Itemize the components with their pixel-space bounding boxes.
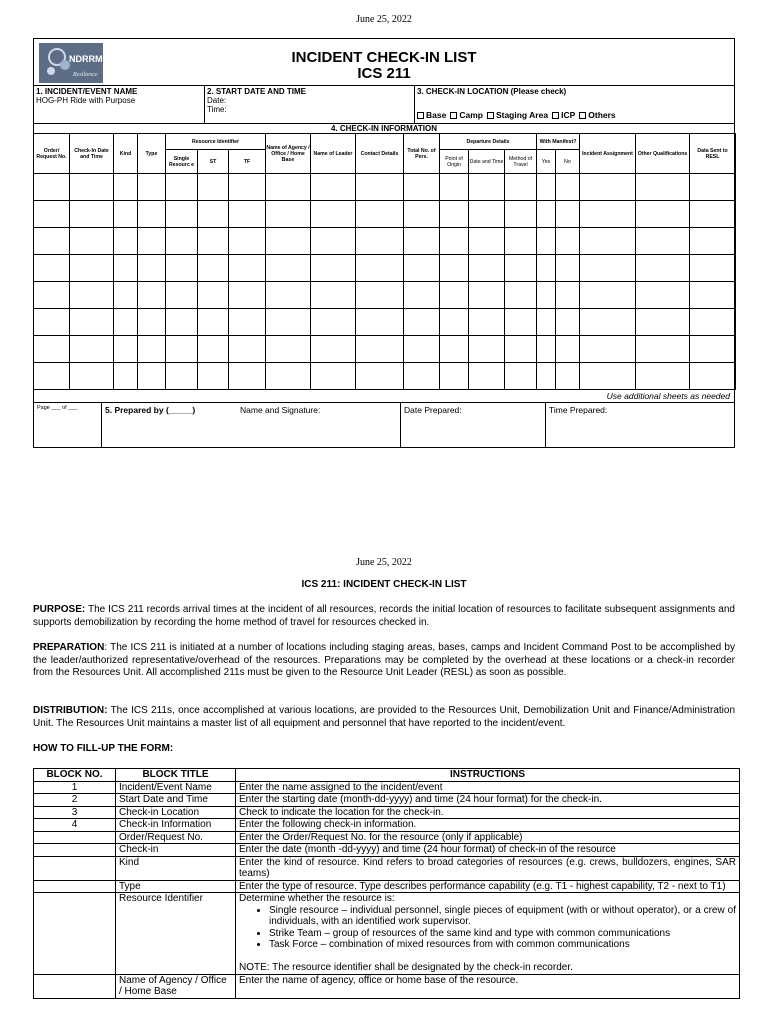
col-method: Method of Travel xyxy=(505,150,537,174)
table-cell[interactable] xyxy=(404,363,440,390)
table-cell[interactable] xyxy=(505,255,537,282)
logo-text: NDRRMC xyxy=(69,54,109,64)
table-cell[interactable] xyxy=(580,174,636,201)
table-cell[interactable] xyxy=(440,201,469,228)
instr-text: Enter the following check-in information. xyxy=(236,819,740,832)
table-row xyxy=(34,363,736,390)
table-cell[interactable] xyxy=(469,255,505,282)
location-icp-checkbox[interactable]: ICP xyxy=(552,111,575,120)
table-cell[interactable] xyxy=(114,228,138,255)
table-cell[interactable] xyxy=(537,336,556,363)
table-cell[interactable] xyxy=(404,228,440,255)
table-cell[interactable] xyxy=(266,201,311,228)
table-cell[interactable] xyxy=(266,336,311,363)
instr-block-title: Check-in Location xyxy=(116,806,236,819)
table-cell[interactable] xyxy=(70,174,114,201)
table-cell[interactable] xyxy=(138,282,166,309)
table-cell[interactable] xyxy=(469,363,505,390)
table-cell[interactable] xyxy=(70,282,114,309)
instructions-table xyxy=(33,768,740,999)
instr-header-title: BLOCK TITLE xyxy=(116,769,236,782)
table-cell[interactable] xyxy=(311,336,356,363)
instr-row xyxy=(34,806,740,819)
table-cell[interactable] xyxy=(690,228,736,255)
table-cell[interactable] xyxy=(229,282,266,309)
table-cell[interactable] xyxy=(505,174,537,201)
page2-date: June 25, 2022 xyxy=(356,557,412,568)
table-row xyxy=(34,228,736,255)
table-cell[interactable] xyxy=(311,363,356,390)
col-type: Type xyxy=(138,134,166,174)
checkin-table xyxy=(33,133,736,390)
location-camp-checkbox[interactable]: Camp xyxy=(450,111,483,120)
form-footer xyxy=(34,403,734,447)
table-cell[interactable] xyxy=(166,201,198,228)
table-cell[interactable] xyxy=(404,336,440,363)
table-cell[interactable] xyxy=(266,309,311,336)
table-cell[interactable] xyxy=(580,201,636,228)
table-cell[interactable] xyxy=(690,201,736,228)
table-cell[interactable] xyxy=(636,282,690,309)
table-cell[interactable] xyxy=(198,201,229,228)
table-cell[interactable] xyxy=(114,363,138,390)
form-row1 xyxy=(34,86,734,124)
table-cell[interactable] xyxy=(166,309,198,336)
instr-block-no: 3 xyxy=(34,806,116,819)
table-cell[interactable] xyxy=(266,228,311,255)
instr-text: Enter the starting date (month-dd-yyyy) and time (24 hour format) for the check-in. xyxy=(236,794,740,807)
start-time-field[interactable]: Time: xyxy=(207,105,227,114)
table-cell[interactable] xyxy=(70,201,114,228)
table-cell[interactable] xyxy=(229,201,266,228)
table-cell[interactable] xyxy=(138,228,166,255)
instr-text: Enter the name assigned to the incident/event xyxy=(236,781,740,794)
table-cell[interactable] xyxy=(556,282,580,309)
table-cell[interactable] xyxy=(469,336,505,363)
col-order: Order/ Request No. xyxy=(34,134,70,174)
table-cell[interactable] xyxy=(311,282,356,309)
table-cell[interactable] xyxy=(440,174,469,201)
instr-block-no: 2 xyxy=(34,794,116,807)
agency-title: Name of Agency / Office / Home Base xyxy=(116,974,236,998)
table-cell[interactable] xyxy=(505,201,537,228)
instr-block-title: Start Date and Time xyxy=(116,794,236,807)
distribution-paragraph: DISTRIBUTION: The ICS 211s, once accomplished at various locations, are provided to the Resources Unit, Demobilization Unit and Finance/Administration Unit. The Resources Unit maintains a master list of all equipment and personnel that have reported to the incident/event. xyxy=(33,705,735,729)
table-cell[interactable] xyxy=(198,255,229,282)
instr-block-no xyxy=(34,880,116,893)
table-cell[interactable] xyxy=(198,363,229,390)
form-title: INCIDENT CHECK-IN LIST ICS 211 xyxy=(291,49,477,82)
table-cell[interactable] xyxy=(198,309,229,336)
table-cell[interactable] xyxy=(440,336,469,363)
col-yes: Yes xyxy=(537,150,556,174)
table-cell[interactable] xyxy=(356,363,404,390)
table-cell[interactable] xyxy=(198,174,229,201)
table-cell[interactable] xyxy=(636,336,690,363)
table-cell[interactable] xyxy=(114,174,138,201)
date-prepared-field[interactable]: Date Prepared: xyxy=(401,403,546,447)
table-cell[interactable] xyxy=(138,255,166,282)
col-total: Total No. of Pers. xyxy=(404,134,440,174)
col-no: No xyxy=(556,150,580,174)
table-cell[interactable] xyxy=(580,336,636,363)
table-cell[interactable] xyxy=(311,309,356,336)
col-departure: Departure Details xyxy=(440,134,537,150)
table-cell[interactable] xyxy=(229,228,266,255)
bullet-strike: • Strike Team – group of resources of the same kind and type with common communications xyxy=(269,928,736,940)
name-signature-field[interactable]: Name and Signature: xyxy=(237,403,401,447)
table-cell[interactable] xyxy=(469,201,505,228)
table-cell[interactable] xyxy=(404,174,440,201)
instr-block-no xyxy=(34,831,116,844)
instr-row xyxy=(34,880,740,893)
table-cell[interactable] xyxy=(636,255,690,282)
table-cell[interactable] xyxy=(469,228,505,255)
table-cell[interactable] xyxy=(505,309,537,336)
table-cell[interactable] xyxy=(138,336,166,363)
table-cell[interactable] xyxy=(34,201,70,228)
ics211-form xyxy=(33,38,735,448)
table-cell[interactable] xyxy=(114,201,138,228)
col-agency: Name of Agency / Office / Home Base xyxy=(266,134,311,174)
table-cell[interactable] xyxy=(34,174,70,201)
time-prepared-field[interactable]: Time Prepared: xyxy=(549,405,608,415)
table-cell[interactable] xyxy=(580,255,636,282)
table-cell[interactable] xyxy=(198,228,229,255)
instr-block-title: Check-in Information xyxy=(116,819,236,832)
block2: 2. START DATE AND TIME Date: Time: xyxy=(205,86,415,123)
instr-header-no: BLOCK NO. xyxy=(34,769,116,782)
location-options xyxy=(417,111,732,120)
instr-header-instructions: INSTRUCTIONS xyxy=(236,769,740,782)
col-date-time: Date and Time xyxy=(469,150,505,174)
table-cell[interactable] xyxy=(70,255,114,282)
page-of: Page ___ of ___ xyxy=(34,403,102,447)
table-cell[interactable] xyxy=(556,174,580,201)
table-cell[interactable] xyxy=(266,282,311,309)
block3: 3. CHECK-IN LOCATION (Please check) Base Camp Staging Area ICP Others xyxy=(415,86,734,123)
instr-block-title: Incident/Event Name xyxy=(116,781,236,794)
howto-heading: HOW TO FILL-UP THE FORM: xyxy=(33,743,174,754)
table-row xyxy=(34,309,736,336)
col-checkin: Check-In Date and Time xyxy=(70,134,114,174)
table-cell[interactable] xyxy=(266,174,311,201)
instr-row xyxy=(34,819,740,832)
table-row xyxy=(34,174,736,201)
table-cell[interactable] xyxy=(580,309,636,336)
table-cell[interactable] xyxy=(469,309,505,336)
table-cell[interactable] xyxy=(198,336,229,363)
instr-text: Enter the type of resource. Type describes performance capability (e.g. T1 - highest capability, T2 - next to T1) xyxy=(236,880,740,893)
table-cell[interactable] xyxy=(537,282,556,309)
table-cell[interactable] xyxy=(138,363,166,390)
location-base-checkbox[interactable]: Base xyxy=(417,111,446,120)
table-cell[interactable] xyxy=(166,336,198,363)
col-resl: Data Sent to RESL xyxy=(690,134,736,174)
table-cell[interactable] xyxy=(70,336,114,363)
table-row xyxy=(34,201,736,228)
table-cell[interactable] xyxy=(356,201,404,228)
table-cell[interactable] xyxy=(138,201,166,228)
table-cell[interactable] xyxy=(34,282,70,309)
table-cell[interactable] xyxy=(70,363,114,390)
page2-title: ICS 211: INCIDENT CHECK-IN LIST xyxy=(301,579,467,590)
table-cell[interactable] xyxy=(356,282,404,309)
table-cell[interactable] xyxy=(404,255,440,282)
table-cell[interactable] xyxy=(636,309,690,336)
table-cell[interactable] xyxy=(311,201,356,228)
table-cell[interactable] xyxy=(311,174,356,201)
table-cell[interactable] xyxy=(198,282,229,309)
table-cell[interactable] xyxy=(537,309,556,336)
table-cell[interactable] xyxy=(229,336,266,363)
resource-bullets xyxy=(239,905,736,951)
table-cell[interactable] xyxy=(537,228,556,255)
table-cell[interactable] xyxy=(440,282,469,309)
table-cell[interactable] xyxy=(690,363,736,390)
table-cell[interactable] xyxy=(537,174,556,201)
instr-row xyxy=(34,781,740,794)
table-cell[interactable] xyxy=(166,228,198,255)
table-cell[interactable] xyxy=(404,309,440,336)
prepared-by: 5. Prepared by (_____) xyxy=(105,405,196,415)
purpose-paragraph: PURPOSE: The ICS 211 records arrival times at the incident of all resources, records the initial location of resources to facilitate subsequent assignments and supports demobilization by recording the home method of travel for resources checked in. xyxy=(33,604,735,628)
table-cell[interactable] xyxy=(114,282,138,309)
table-cell[interactable] xyxy=(505,363,537,390)
instr-block-no xyxy=(34,844,116,857)
table-cell[interactable] xyxy=(229,174,266,201)
instr-row xyxy=(34,831,740,844)
instr-text: Check to indicate the location for the check-in. xyxy=(236,806,740,819)
logo-sub: Resilience xyxy=(73,72,98,78)
location-others-checkbox[interactable]: Others xyxy=(579,111,615,120)
table-cell[interactable] xyxy=(580,363,636,390)
table-cell[interactable] xyxy=(356,309,404,336)
table-cell[interactable] xyxy=(580,282,636,309)
instr-block-no xyxy=(34,856,116,880)
table-cell[interactable] xyxy=(636,363,690,390)
table-cell[interactable] xyxy=(636,228,690,255)
table-cell[interactable] xyxy=(537,363,556,390)
table-cell[interactable] xyxy=(505,282,537,309)
instr-block-no: 1 xyxy=(34,781,116,794)
col-kind: Kind xyxy=(114,134,138,174)
instr-text: Enter the Order/Request No. for the resource (only if applicable) xyxy=(236,831,740,844)
table-cell[interactable] xyxy=(34,336,70,363)
instr-row xyxy=(34,856,740,880)
table-cell[interactable] xyxy=(356,174,404,201)
instr-block-no: 4 xyxy=(34,819,116,832)
table-cell[interactable] xyxy=(166,282,198,309)
table-cell[interactable] xyxy=(166,255,198,282)
table-cell[interactable] xyxy=(34,228,70,255)
instr-text: Enter the date (month -dd-yyyy) and time (24 hour format) of check-in of the resource xyxy=(236,844,740,857)
table-cell[interactable] xyxy=(114,336,138,363)
table-cell[interactable] xyxy=(690,255,736,282)
preparation-paragraph: PREPARATION: The ICS 211 is initiated at a number of locations including staging areas, bases, camps and Incident Command Post to be accomplished by the leader/authorized representative/overhead of the resources. Preparations may be completed by the overhead at these locations or a check-in recorder from the Resources Unit. All accomplished 211s must be given to the Resource Unit Leader (RESL) as soon as possible. xyxy=(33,642,735,679)
table-cell[interactable] xyxy=(556,363,580,390)
table-cell[interactable] xyxy=(70,309,114,336)
table-cell[interactable] xyxy=(690,282,736,309)
table-cell[interactable] xyxy=(311,228,356,255)
instr-block-title: Check-in xyxy=(116,844,236,857)
col-resource-identifier: Resource Identifier xyxy=(166,134,266,150)
col-st: ST xyxy=(198,150,229,174)
table-cell[interactable] xyxy=(166,174,198,201)
col-qualifications: Other Qualifications xyxy=(636,134,690,174)
resource-identifier-title: Resource Identifier xyxy=(116,893,236,975)
table-cell[interactable] xyxy=(229,363,266,390)
table-cell[interactable] xyxy=(636,201,690,228)
agency-text: Enter the name of agency, office or home base of the resource. xyxy=(236,974,740,998)
table-cell[interactable] xyxy=(469,282,505,309)
table-cell[interactable] xyxy=(356,255,404,282)
table-row xyxy=(34,282,736,309)
table-cell[interactable] xyxy=(690,309,736,336)
col-contact: Contact Details xyxy=(356,134,404,174)
col-single-resource: Single Resourc e xyxy=(166,150,198,174)
table-cell[interactable] xyxy=(440,255,469,282)
instr-text: Enter the kind of resource. Kind refers to broad categories of resources (e.g. crews, bulldozers, engines, SAR teams) xyxy=(236,856,740,880)
table-cell[interactable] xyxy=(556,228,580,255)
table-cell[interactable] xyxy=(505,228,537,255)
table-cell[interactable] xyxy=(70,228,114,255)
location-staging-checkbox[interactable]: Staging Area xyxy=(487,111,548,120)
bullet-single: • Single resource – individual personnel, single pieces of equipment (with or without operator), or a crew of individuals, with an identified work supervisor. xyxy=(269,905,736,928)
col-point-origin: Point of Origin xyxy=(440,150,469,174)
table-row xyxy=(34,255,736,282)
table-cell[interactable] xyxy=(469,174,505,201)
instr-block-title: Kind xyxy=(116,856,236,880)
table-cell[interactable] xyxy=(556,309,580,336)
table-cell[interactable] xyxy=(690,174,736,201)
instr-block-title: Type xyxy=(116,880,236,893)
table-cell[interactable] xyxy=(34,255,70,282)
table-cell[interactable] xyxy=(636,174,690,201)
resource-identifier-text: Determine whether the resource is: • Single resource – individual personnel, single pieces of equipment (with or without operator), or a crew of individuals, with an identified work supervisor. • Strike Team – group of resources of the same kind and type with common communications • Task Force – combination of mixed resources from with common communications NOTE: The resource identifier shall be designated by the check-in recorder. xyxy=(236,893,740,975)
table-cell[interactable] xyxy=(114,255,138,282)
table-cell[interactable] xyxy=(556,201,580,228)
table-cell[interactable] xyxy=(440,228,469,255)
table-cell[interactable] xyxy=(556,336,580,363)
table-cell[interactable] xyxy=(404,201,440,228)
table-row xyxy=(34,336,736,363)
col-assignment: Incident Assignment xyxy=(580,134,636,174)
table-cell[interactable] xyxy=(404,282,440,309)
table-cell[interactable] xyxy=(440,363,469,390)
table-cell[interactable] xyxy=(580,228,636,255)
table-cell[interactable] xyxy=(266,255,311,282)
table-cell[interactable] xyxy=(138,174,166,201)
table-cell[interactable] xyxy=(114,309,138,336)
col-leader: Name of Leader xyxy=(311,134,356,174)
section4-label: 4. CHECK-IN INFORMATION xyxy=(34,124,734,134)
bullet-task: • Task Force – combination of mixed resources from with common communications xyxy=(269,939,736,951)
start-date-field[interactable]: Date: xyxy=(207,96,227,105)
table-cell[interactable] xyxy=(356,228,404,255)
col-tf: TF xyxy=(229,150,266,174)
form-header xyxy=(34,39,734,86)
page1-date: June 25, 2022 xyxy=(356,14,412,25)
table-cell[interactable] xyxy=(34,309,70,336)
incident-name-value[interactable]: HOG-PH Ride with Purpose xyxy=(36,96,136,105)
table-cell[interactable] xyxy=(556,255,580,282)
table-cell[interactable] xyxy=(266,363,311,390)
table-cell[interactable] xyxy=(138,309,166,336)
table-cell[interactable] xyxy=(537,201,556,228)
table-cell[interactable] xyxy=(229,309,266,336)
table-cell[interactable] xyxy=(229,255,266,282)
table-cell[interactable] xyxy=(166,363,198,390)
table-cell[interactable] xyxy=(440,309,469,336)
table-cell[interactable] xyxy=(311,255,356,282)
table-cell[interactable] xyxy=(356,336,404,363)
table-cell[interactable] xyxy=(34,363,70,390)
instr-row xyxy=(34,844,740,857)
instr-row xyxy=(34,794,740,807)
additional-sheets-note: Use additional sheets as needed xyxy=(34,389,734,403)
instr-block-title: Order/Request No. xyxy=(116,831,236,844)
col-manifest: With Manifest? xyxy=(537,134,580,150)
table-cell[interactable] xyxy=(537,255,556,282)
block1: 1. INCIDENT/EVENT NAME HOG-PH Ride with Purpose xyxy=(34,86,205,123)
table-cell[interactable] xyxy=(505,336,537,363)
table-cell[interactable] xyxy=(690,336,736,363)
